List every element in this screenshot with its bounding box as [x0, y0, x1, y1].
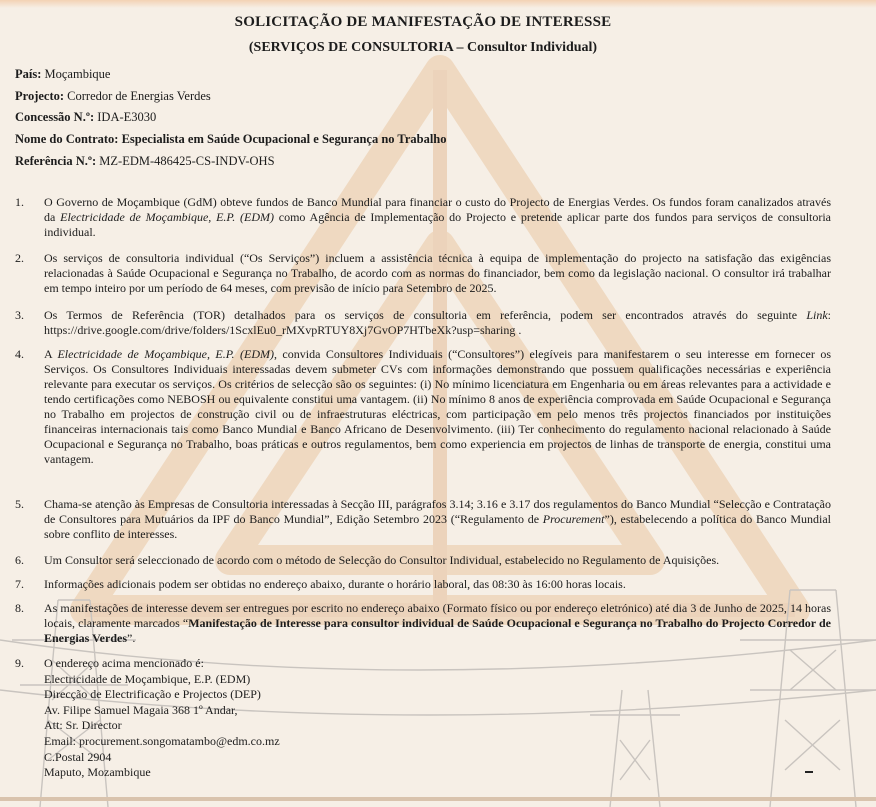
item-number: 1. — [15, 195, 24, 209]
meta-pais — [15, 67, 110, 82]
meta-referencia — [15, 154, 275, 169]
meta-referencia-label: Referência N.º: — [15, 154, 97, 168]
item-number: 6. — [15, 553, 24, 567]
item-text-part: O Governo de Moçambique (GdM) obteve fundos de Banco Mundial para financiar o custo do Projecto de Energias Verdes. Os fundos foram canalizados através da — [44, 195, 831, 224]
item-number: 3. — [15, 308, 24, 322]
item-text — [44, 553, 831, 568]
item-text — [44, 601, 831, 646]
address-city: Maputo, Mozambique — [44, 765, 151, 780]
address-attention: Att: Sr. Director — [44, 718, 122, 733]
meta-contrato-value: Especialista em Saúde Ocupacional e Segurança no Trabalho — [121, 132, 447, 146]
item-text — [44, 347, 831, 467]
top-decorative-band — [0, 0, 876, 8]
meta-pais-label: País: — [15, 67, 42, 81]
meta-projecto-value: Corredor de Energias Verdes — [67, 89, 211, 103]
item-text — [44, 251, 831, 296]
item-text-part: Os Termos de Referência (TOR) detalhados para os serviços de consultoria em referência, podem ser encontrados através do seguinte — [44, 308, 807, 322]
meta-concessao — [15, 110, 156, 125]
meta-pais-value: Moçambique — [44, 67, 111, 81]
item-text-part: como Agência de Implementação do Projecto e pretende aplicar parte dos fundos para serviços de consultoria individual. — [44, 210, 832, 239]
meta-projecto-label: Projecto: — [15, 89, 65, 103]
item-text-italic: Link — [806, 308, 828, 322]
item-text-italic: Electricidade de Moçambique, E.P. (EDM) — [57, 347, 274, 361]
document-title: SOLICITAÇÃO DE MANIFESTAÇÃO DE INTERESSE — [234, 14, 612, 30]
item-text-part: A — [44, 347, 58, 361]
bottom-decorative-band — [0, 797, 876, 801]
item-text-part: As manifestações de interesse devem ser entregues por escrito no endereço abaixo (Formato físico ou por endereço eletrónico) até dia 3 de Junho de 2025, 14 horas locais, claramente marcados “ — [44, 601, 831, 630]
document-subtitle: (SERVIÇOS DE CONSULTORIA – Consultor Individual) — [248, 40, 598, 55]
address-department: Direcção de Electrificação e Projectos (DEP) — [44, 687, 261, 702]
address-block — [44, 656, 831, 781]
item-number: 9. — [15, 656, 24, 670]
item-text-part: Os serviços de consultoria individual (“Os Serviços”) incluem a assistência técnica à equipa de implementação do projecto na satisfação das exigências relacionadas à Saúde Ocupacional e Segurança no Trabalho, de acordo com as normas do financiador, bem como da legislação nacional. O consultor irá trabalhar em tempo inteiro por um período de 64 meses, com previsão de início para Setembro de 2025. — [44, 251, 831, 295]
meta-referencia-value: MZ-EDM-486425-CS-INDV-OHS — [99, 154, 275, 168]
meta-contrato — [15, 132, 447, 147]
item-text — [44, 497, 831, 542]
address-company: Electricidade de Moçambique, E.P. (EDM) — [44, 671, 251, 686]
address-email[interactable]: Email: procurement.songomatambo@edm.co.mz — [44, 733, 280, 748]
meta-concessao-label: Concessão N.º: — [15, 110, 95, 124]
item-text — [44, 577, 831, 592]
address-postal: C.Postal 2904 — [44, 749, 112, 764]
item-text-italic: Procurement — [542, 512, 605, 526]
item-text-part: ”), estabelecendo a política do Banco Mundial sobre conflito de interesses. — [44, 512, 831, 541]
dash-mark — [805, 771, 813, 773]
item-text-italic: Electricidade de Moçambique, E.P. (EDM) — [60, 210, 274, 224]
item-text-part: Chama-se atenção às Empresas de Consultoria interessadas à Secção III, parágrafos 3.14; 3.16 e 3.17 dos regulamentos do Banco Mundial “Selecção e Contratação de Consultores para Mutuários da IPF do Banco Mundial”, Edição Setembro 2023 (“Regulamento de — [44, 497, 831, 526]
item-number: 2. — [15, 251, 24, 265]
item-text — [44, 195, 831, 240]
item-text-bold: Manifestação de Interesse para consultor individual de Saúde Ocupacional e Segurança no Trabalho do Projecto Corredor de Energias Verdes — [44, 616, 831, 645]
meta-contrato-label: Nome do Contrato: — [15, 132, 119, 146]
item-text-part: , convida Consultores Individuais (“Consultores”) elegíveis para manifestarem o seu interesse em fornecer os Serviços. Os Consultores Individuais interessadas devem submeter CVs com informações demonstrando que possuem qualificações necessárias e experiência relevante para executar os serviços. Os critérios de selecção são os seguintes: (i) No mínimo licenciatura em Engenharia ou em áreas relevantes para a actividade e tendo certificações como NEBOSH ou equivalente constitui uma vantagem. (ii) No mínimo 8 anos de experiência comprovada em Saúde Ocupacional e Segurança no Trabalho em projectos de construção civil ou de infraestruturas eléctricas, com participação em pelo menos três projectos financiados por instituições financeiras internacionais tais como Banco Mundial e Banco Africano de Desenvolvimento. (iii) Ter conhecimento do regulamento nacional relacionado à Saúde Ocupacional e Segurança no Trabalho, boas práticas e outros regulamentos, bem como experiencia em projectos de linhas de transporte de energia, constitui uma vantagem. — [44, 347, 831, 466]
item-number: 7. — [15, 577, 24, 591]
address-intro: O endereço acima mencionado é: — [44, 656, 204, 670]
meta-concessao-value: IDA-E3030 — [97, 110, 157, 124]
item-text-part: ”. — [127, 631, 136, 645]
item-text-part: Informações adicionais podem ser obtidas no endereço abaixo, durante o horário laboral, das 08:30 às 16:00 horas locais. — [44, 577, 626, 591]
item-number: 5. — [15, 497, 24, 511]
item-number: 4. — [15, 347, 24, 361]
address-street: Av. Filipe Samuel Magaia 368 1º Andar, — [44, 702, 238, 717]
item-text — [44, 308, 831, 338]
meta-projecto — [15, 89, 211, 104]
tor-link[interactable]: : https://drive.google.com/drive/folders/1ScxlEu0_rMXvpRTUY8Xj7GvOP7HTbeXk?usp=sharing . — [44, 308, 831, 337]
item-text-part: Um Consultor será seleccionado de acordo com o método de Selecção do Consultor Individual, estabelecido no Regulamento de Aquisições. — [44, 553, 720, 567]
item-number: 8. — [15, 601, 24, 615]
